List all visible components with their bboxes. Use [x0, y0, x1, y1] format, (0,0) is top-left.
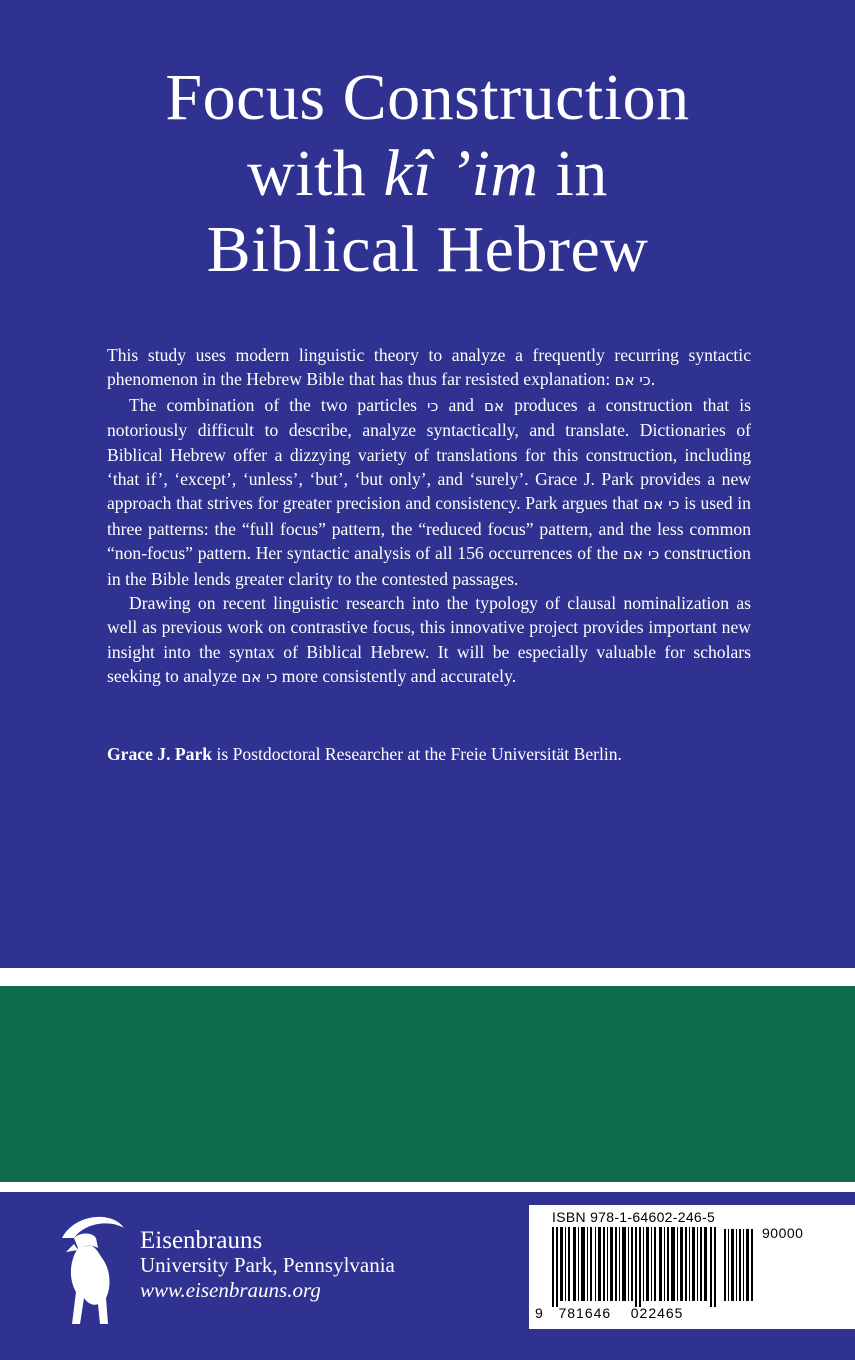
green-band — [0, 986, 855, 1182]
barcode-bars — [552, 1227, 842, 1307]
author-name: Grace J. Park — [107, 744, 213, 764]
publisher-url: www.eisenbrauns.org — [140, 1278, 321, 1302]
publisher-block — [140, 1228, 480, 1303]
description-paragraph-1 — [107, 343, 751, 393]
p2-text-a: The combination of the two particles — [129, 394, 428, 415]
p1-text-b: . — [650, 369, 656, 390]
hebrew-ki-im-2: כי אם — [643, 495, 680, 514]
title-line-3: Biblical Hebrew — [206, 213, 649, 286]
price-code: 90000 — [762, 1225, 804, 1241]
barcode-box — [529, 1205, 855, 1329]
hebrew-ki-im-4: כי אם — [241, 668, 278, 687]
title-transliteration: kî ’im — [383, 137, 539, 210]
description-paragraph-2 — [107, 393, 751, 591]
book-description — [107, 343, 751, 690]
white-divider-band — [0, 968, 855, 986]
title-line-1: Focus Construction — [165, 61, 690, 134]
barcode-digit-lead: 9 — [535, 1305, 544, 1321]
ibex-logo-icon — [52, 1208, 134, 1326]
isbn-text: ISBN 978-1-64602-246-5 — [552, 1209, 716, 1225]
hebrew-ki-im: כי אם — [614, 371, 651, 390]
barcode-digits-left: 781646 — [558, 1305, 612, 1321]
barcode-digits-right: 022465 — [630, 1305, 684, 1321]
p1-text-a: This study uses modern linguistic theory to analyze a frequently recurring syntactic phenomenon in the Hebrew Bible that has thus far resisted explanation: — [107, 345, 751, 390]
publisher-name: Eisenbrauns — [140, 1227, 263, 1254]
hebrew-ki-im-3: כי אם — [622, 545, 660, 564]
title-line-2-pre: with — [247, 137, 384, 210]
book-title — [0, 60, 855, 288]
ean-barcode — [552, 1227, 753, 1307]
publisher-location: University Park, Pennsylvania — [140, 1253, 395, 1277]
title-line-2-post: in — [538, 137, 608, 210]
p3-text-b: more consistently and accurately. — [277, 666, 517, 687]
p2-text-c: produces a construction that is notoriously difficult to describe, analyze syntactically, and translate. Dictionaries of Biblical Hebrew offer a dizzying variety of translations for this construction, including ‘that if’, ‘except’, ‘unless’, ‘but’, ‘but only’, and ‘surely’. Grace J. Park provides a new approach that strives for greater precision and consistency. Park argues that — [107, 394, 751, 514]
description-paragraph-3 — [107, 591, 751, 690]
p3-text-a: Drawing on recent linguistic research into the typology of clausal nominalization as well as previous work on contrastive focus, this innovative project provides important new insight into the syntax of Biblical Hebrew. It will be especially valuable for scholars seeking to analyze — [107, 593, 751, 687]
author-bio — [107, 742, 767, 766]
p2-text-b: and — [438, 394, 485, 415]
white-divider-band-2 — [0, 1182, 855, 1192]
barcode-digits — [535, 1305, 725, 1321]
hebrew-ki: כי — [427, 396, 439, 415]
title-line-2 — [0, 136, 855, 212]
author-bio-text: is Postdoctoral Researcher at the Freie Universität Berlin. — [212, 744, 622, 764]
p2-text-d: is used in three patterns: the “full focus” pattern, the “reduced focus” pattern, and the less common “non-focus” pattern. Her syntactic analysis of all 156 occurrences of the — [107, 493, 751, 564]
p2-text-e: construction in the Bible lends greater clarity to the contested passages. — [107, 543, 751, 589]
hebrew-im: אם — [484, 396, 505, 415]
